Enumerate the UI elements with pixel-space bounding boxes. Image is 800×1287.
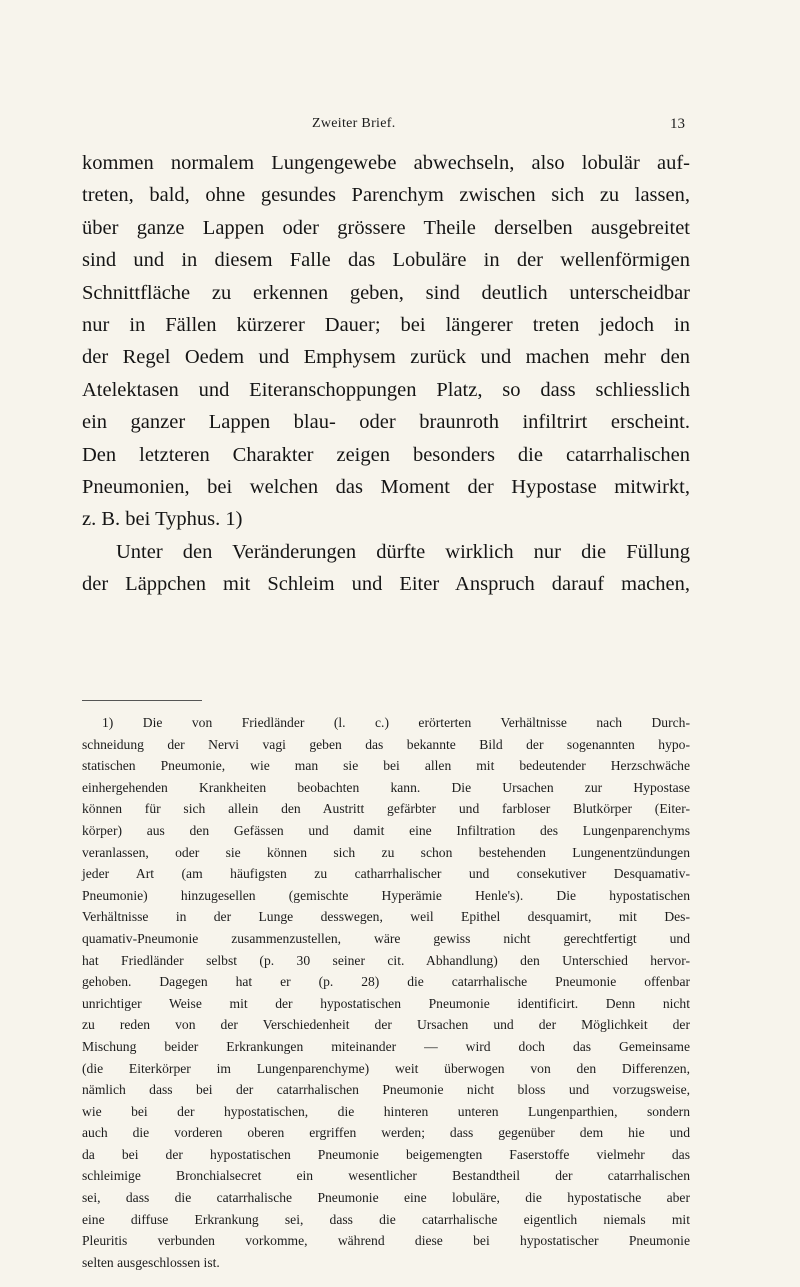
footnote-line: gehoben. Dagegen hat er (p. 28) die catarrhalische Pneumonie offenbar bbox=[82, 974, 690, 990]
footnote-line: veranlassen, oder sie können sich zu schon bestehenden Lungenentzündungen bbox=[82, 844, 690, 860]
footnote-line: Pneumonie) hinzugesellen (gemischte Hyperämie Henle's). Die hypostatischen bbox=[82, 887, 690, 903]
footnote-line: hat Friedländer selbst (p. 30 seiner cit. Abhandlung) den Unterschied hervor- bbox=[82, 952, 690, 968]
text-line: Schnittfläche zu erkennen geben, sind deutlich unterscheidbar bbox=[82, 281, 690, 304]
footnote-line: da bei der hypostatischen Pneumonie beigemengten Faserstoffe vielmehr das bbox=[82, 1146, 690, 1162]
text-line: Den letzteren Charakter zeigen besonders die catarrhalischen bbox=[82, 443, 690, 466]
text-line: kommen normalem Lungengewebe abwechseln, also lobulär auf- bbox=[82, 152, 690, 174]
footnote-line: jeder Art (am häufigsten zu catharrhalischer und consekutiver Desquamativ- bbox=[82, 866, 690, 882]
running-head bbox=[0, 116, 800, 136]
text-line: Unter den Veränderungen dürfte wirklich nur die Füllung bbox=[116, 540, 690, 563]
footnote-line: (die Eiterkörper im Lungenparenchyme) weit überwogen von den Differenzen, bbox=[82, 1060, 690, 1076]
footnote-line: können für sich allein den Austritt gefärbter und farbloser Blutkörper (Eiter- bbox=[82, 801, 690, 817]
footnote bbox=[82, 712, 690, 1273]
page-number: 13 bbox=[670, 116, 685, 132]
footnote-line: auch die vorderen oberen ergriffen werden; dass gegenüber dem hie und bbox=[82, 1125, 690, 1141]
footnote-line: sei, dass die catarrhalische Pneumonie eine lobuläre, die hypostatische aber bbox=[82, 1190, 690, 1206]
footnote-line: körper) aus den Gefässen und damit eine Infiltration des Lungenparenchyms bbox=[82, 822, 690, 838]
footnote-line: nämlich dass bei der catarrhalischen Pneumonie nicht bloss und vorzugsweise, bbox=[82, 1082, 690, 1098]
footnote-line: statischen Pneumonie, wie man sie bei allen mit bedeutender Herzschwäche bbox=[82, 758, 690, 774]
text-line: der Regel Oedem und Emphysem zurück und machen mehr den bbox=[82, 346, 690, 369]
footnote-divider bbox=[82, 700, 202, 701]
running-title: Zweiter Brief. bbox=[312, 116, 396, 131]
text-line: Pneumonien, bei welchen das Moment der Hypostase mitwirkt, bbox=[82, 475, 690, 498]
footnote-line: Verhältnisse in der Lunge desswegen, weil Epithel desquamirt, mit Des- bbox=[82, 909, 690, 925]
footnote-line: schneidung der Nervi vagi geben das bekannte Bild der sogenannten hypo- bbox=[82, 736, 690, 752]
footnote-line: Mischung beider Erkrankungen miteinander — wird doch das Gemeinsame bbox=[82, 1038, 690, 1054]
footnote-line: quamativ-Pneumonie zusammenzustellen, wäre gewiss nicht gerechtfertigt und bbox=[82, 930, 690, 946]
text-line: Atelektasen und Eiteranschoppungen Platz, so dass schliesslich bbox=[82, 378, 690, 401]
text-line: nur in Fällen kürzerer Dauer; bei längerer treten jedoch in bbox=[82, 313, 690, 336]
text-line: sind und in diesem Falle das Lobuläre in der wellenförmigen bbox=[82, 249, 690, 272]
text-line: ein ganzer Lappen blau- oder braunroth infiltrirt erscheint. bbox=[82, 411, 690, 434]
text-line: über ganze Lappen oder grössere Theile derselben ausgebreitet bbox=[82, 216, 690, 239]
main-text bbox=[82, 147, 690, 600]
footnote-line: einhergehenden Krankheiten beobachten kann. Die Ursachen zur Hypostase bbox=[82, 779, 690, 795]
text-line: treten, bald, ohne gesundes Parenchym zwischen sich zu lassen, bbox=[82, 184, 690, 207]
text-line: z. B. bei Typhus. 1) bbox=[82, 508, 243, 531]
footnote-line: zu reden von der Verschiedenheit der Ursachen und der Möglichkeit der bbox=[82, 1017, 690, 1033]
footnote-line: eine diffuse Erkrankung sei, dass die catarrhalische eigentlich niemals mit bbox=[82, 1211, 690, 1227]
footnote-line: wie bei der hypostatischen, die hinteren unteren Lungenparthien, sondern bbox=[82, 1103, 690, 1119]
footnote-line: Pleuritis verbunden vorkomme, während diese bei hypostatischer Pneumonie bbox=[82, 1233, 690, 1249]
footnote-line: schleimige Bronchialsecret ein wesentlicher Bestandtheil der catarrhalischen bbox=[82, 1168, 690, 1184]
text-line: der Läppchen mit Schleim und Eiter Anspruch darauf machen, bbox=[82, 573, 690, 596]
footnote-line: 1) Die von Friedländer (l. c.) erörterten Verhältnisse nach Durch- bbox=[102, 715, 690, 730]
footnote-line: selten ausgeschlossen ist. bbox=[82, 1254, 220, 1270]
footnote-line: unrichtiger Weise mit der hypostatischen Pneumonie identificirt. Denn nicht bbox=[82, 995, 690, 1011]
